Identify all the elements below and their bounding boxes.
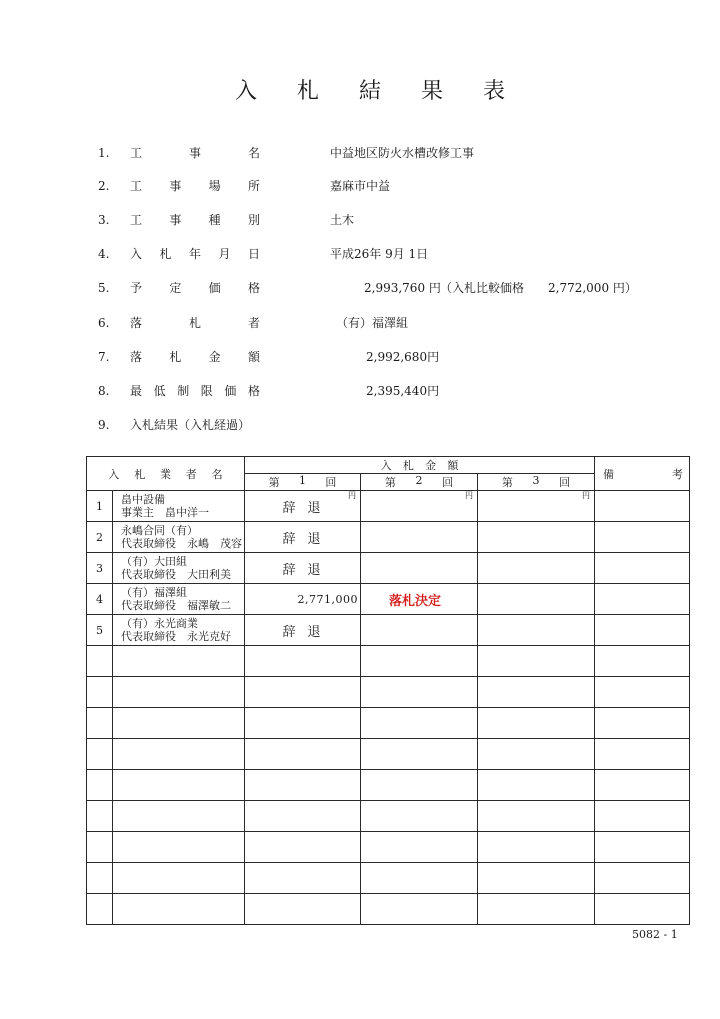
info-label-char: 札 <box>159 247 172 261</box>
info-value: 2,993,760 円 <box>364 281 441 295</box>
table-row-empty <box>87 770 690 801</box>
info-number: 5. <box>98 281 110 295</box>
empty-cell <box>361 739 478 770</box>
info-label-char: 最 <box>130 384 143 398</box>
empty-cell <box>478 894 595 925</box>
row-number: 2 <box>87 522 113 553</box>
table-row-empty <box>87 708 690 739</box>
empty-cell <box>361 832 478 863</box>
empty-cell <box>361 646 478 677</box>
header-char: 第 <box>501 476 513 489</box>
empty-cell <box>361 894 478 925</box>
info-label-char: 種 <box>208 213 221 227</box>
empty-cell <box>87 801 113 832</box>
info-label-char: 落 <box>130 316 143 330</box>
table-row-empty <box>87 863 690 894</box>
remarks-header <box>595 457 690 491</box>
remarks-cell <box>595 584 690 615</box>
info-value: 平成26年 9月 1日 <box>330 247 429 261</box>
empty-cell <box>245 832 361 863</box>
empty-cell <box>478 708 595 739</box>
page-number: 5082 - 1 <box>632 928 678 941</box>
bid-amount-header <box>245 457 595 474</box>
yen-unit: 円 <box>465 491 473 500</box>
info-number: 2. <box>98 179 110 193</box>
empty-cell <box>87 677 113 708</box>
empty-cell <box>87 832 113 863</box>
info-label-char: 事 <box>169 179 182 193</box>
info-number: 4. <box>98 247 110 261</box>
table-row-empty <box>87 801 690 832</box>
round-2-cell <box>361 584 478 615</box>
empty-cell <box>478 832 595 863</box>
info-number: 3. <box>98 213 110 227</box>
table-row <box>87 553 690 584</box>
remarks-cell <box>595 522 690 553</box>
bidder-name <box>113 491 245 522</box>
empty-cell <box>361 801 478 832</box>
empty-cell <box>595 708 690 739</box>
yen-unit: 円 <box>348 491 356 500</box>
header-char: 第 <box>384 476 396 489</box>
yen-unit: 円 <box>582 491 591 500</box>
bidder-name <box>113 553 245 584</box>
remarks-cell <box>595 491 690 522</box>
header-char: 額 <box>447 459 459 472</box>
info-label-char: 工 <box>130 213 143 227</box>
info-label-char: 事 <box>169 213 182 227</box>
info-label-char: 価 <box>208 281 221 295</box>
table-row <box>87 584 690 615</box>
empty-cell <box>245 739 361 770</box>
info-value: 中益地区防火水槽改修工事 <box>330 146 475 160</box>
info-label-char: 格 <box>247 384 260 398</box>
empty-cell <box>595 677 690 708</box>
row-number: 4 <box>87 584 113 615</box>
header-char: 1 <box>298 474 306 487</box>
remarks-cell <box>595 615 690 646</box>
info-value: 嘉麻市中益 <box>330 179 391 193</box>
empty-cell <box>595 770 690 801</box>
round-3-cell <box>478 615 595 646</box>
bid-result: 辞退 <box>282 562 333 578</box>
info-label-char: 予 <box>130 281 143 295</box>
empty-cell <box>478 770 595 801</box>
empty-cell <box>478 739 595 770</box>
empty-cell <box>361 708 478 739</box>
info-label <box>130 210 260 230</box>
round-1-header <box>245 474 361 491</box>
empty-cell <box>87 646 113 677</box>
header-char: 札 <box>402 459 414 472</box>
row-number: 5 <box>87 615 113 646</box>
info-label-char: 者 <box>247 316 260 330</box>
header-char: 回 <box>559 476 571 489</box>
info-number: 7. <box>98 350 110 364</box>
info-label <box>130 381 260 401</box>
empty-cell <box>113 832 245 863</box>
info-label <box>130 143 260 163</box>
header-char: 業 <box>159 467 171 481</box>
representative-name: 代表取締役 永嶋 茂容 <box>121 537 242 550</box>
info-label-char: 金 <box>208 350 221 364</box>
info-value: （有）福澤組 <box>336 316 409 330</box>
empty-cell <box>113 739 245 770</box>
round-2-cell <box>361 615 478 646</box>
empty-cell <box>245 894 361 925</box>
bid-result: 辞退 <box>282 500 333 516</box>
bidder-name <box>113 615 245 646</box>
table-row-empty <box>87 739 690 770</box>
representative-name: 代表取締役 永光克好 <box>121 630 231 643</box>
info-label-char: 所 <box>247 179 260 193</box>
round-3-cell <box>478 553 595 584</box>
bid-amount: 2,771,000 <box>297 592 358 606</box>
empty-cell <box>113 646 245 677</box>
empty-cell <box>87 863 113 894</box>
header-char: 者 <box>185 467 197 481</box>
representative-name: 代表取締役 大田利美 <box>121 568 231 581</box>
header-char: 名 <box>211 467 223 481</box>
info-label-char: 格 <box>247 281 260 295</box>
info-label-char: 日 <box>247 247 260 261</box>
empty-cell <box>595 646 690 677</box>
info-value: 土木 <box>330 213 355 227</box>
header-char: 入 <box>380 459 392 472</box>
table-row-empty <box>87 894 690 925</box>
round-2-cell <box>361 553 478 584</box>
empty-cell <box>361 677 478 708</box>
bid-result: 辞退 <box>282 624 333 640</box>
bidder-name-header <box>87 457 245 491</box>
empty-cell <box>87 770 113 801</box>
company-name: （有）大田組 <box>121 555 187 568</box>
info-label-char: 場 <box>208 179 221 193</box>
empty-cell <box>245 677 361 708</box>
header-char: 考 <box>672 467 684 481</box>
info-label-char: 事 <box>188 146 201 160</box>
empty-cell <box>595 894 690 925</box>
header-char: 回 <box>325 476 337 489</box>
round-3-cell <box>478 522 595 553</box>
company-name: （有）永光商業 <box>121 617 198 630</box>
bidder-name <box>113 584 245 615</box>
round-3-cell <box>478 584 595 615</box>
info-label-char: 額 <box>247 350 260 364</box>
info-label-char: 定 <box>169 281 182 295</box>
info-label <box>130 176 260 196</box>
bid-result-table <box>86 456 690 925</box>
info-value: 2,992,680円 <box>366 350 440 364</box>
info-label <box>130 278 260 298</box>
empty-cell <box>478 863 595 894</box>
info-label <box>130 244 260 264</box>
empty-cell <box>113 770 245 801</box>
table-row-empty <box>87 832 690 863</box>
company-name: 畠中設備 <box>121 493 165 506</box>
info-number: 9. <box>98 418 110 432</box>
round-2-header <box>361 474 478 491</box>
round-2-cell <box>361 491 478 522</box>
empty-cell <box>245 646 361 677</box>
info-number: 1. <box>98 146 110 160</box>
table-row <box>87 615 690 646</box>
empty-cell <box>245 801 361 832</box>
empty-cell <box>87 894 113 925</box>
info-label-char: 札 <box>188 316 201 330</box>
page-title: 入札結果表 <box>234 79 545 104</box>
empty-cell <box>361 770 478 801</box>
info-label <box>130 313 260 333</box>
info-label-char: 名 <box>247 146 260 160</box>
empty-cell <box>478 801 595 832</box>
info-value-note: （入札比較価格 2,772,000 円） <box>440 281 637 295</box>
empty-cell <box>87 708 113 739</box>
round-1-cell <box>245 522 361 553</box>
empty-cell <box>113 708 245 739</box>
info-label-char: 工 <box>130 179 143 193</box>
info-number: 6. <box>98 316 110 330</box>
round-1-cell <box>245 553 361 584</box>
round-3-cell <box>478 491 595 522</box>
empty-cell <box>113 801 245 832</box>
company-name: （有）福澤組 <box>121 586 187 599</box>
empty-cell <box>595 739 690 770</box>
table-row <box>87 522 690 553</box>
round-1-cell <box>245 584 361 615</box>
table-row <box>87 491 690 522</box>
empty-cell <box>113 677 245 708</box>
round-3-header <box>478 474 595 491</box>
info-label-char: 札 <box>169 350 182 364</box>
bidder-name <box>113 522 245 553</box>
representative-name: 事業主 畠中洋一 <box>121 506 209 519</box>
award-decision: 落札決定 <box>389 593 442 609</box>
round-1-cell <box>245 615 361 646</box>
table-row-empty <box>87 646 690 677</box>
header-char: 備 <box>603 467 615 481</box>
info-number: 8. <box>98 384 110 398</box>
info-label-char: 入 <box>130 247 143 261</box>
header-char: 第 <box>268 476 280 489</box>
row-number: 3 <box>87 553 113 584</box>
info-label-char: 年 <box>188 247 201 261</box>
empty-cell <box>113 894 245 925</box>
empty-cell <box>595 863 690 894</box>
info-label-char: 工 <box>130 146 143 160</box>
header-char: 3 <box>532 474 540 487</box>
info-value: 2,395,440円 <box>366 384 440 398</box>
round-1-cell <box>245 491 361 522</box>
header-char: 入 <box>108 467 120 481</box>
empty-cell <box>595 801 690 832</box>
info-label-char: 価 <box>224 384 237 398</box>
info-label-char: 低 <box>153 384 166 398</box>
info-label-char: 別 <box>247 213 260 227</box>
empty-cell <box>245 863 361 894</box>
empty-cell <box>245 708 361 739</box>
empty-cell <box>87 739 113 770</box>
representative-name: 代表取締役 福澤敏二 <box>121 599 231 612</box>
empty-cell <box>595 832 690 863</box>
info-label-char: 月 <box>218 247 231 261</box>
round-2-cell <box>361 522 478 553</box>
empty-cell <box>478 646 595 677</box>
info-label-char: 落 <box>130 350 143 364</box>
row-number: 1 <box>87 491 113 522</box>
header-char: 2 <box>415 474 423 487</box>
company-name: 永嶋合同（有） <box>121 524 198 537</box>
info-label: 入札結果（入札経過） <box>130 418 251 432</box>
empty-cell <box>361 863 478 894</box>
empty-cell <box>113 863 245 894</box>
info-label <box>130 347 260 367</box>
header-char: 金 <box>425 459 437 472</box>
info-label-char: 制 <box>177 384 190 398</box>
header-char: 札 <box>134 467 146 481</box>
bid-result: 辞退 <box>282 531 333 547</box>
remarks-cell <box>595 553 690 584</box>
empty-cell <box>245 770 361 801</box>
info-label-char: 限 <box>200 384 213 398</box>
empty-cell <box>478 677 595 708</box>
header-char: 回 <box>442 476 454 489</box>
table-row-empty <box>87 677 690 708</box>
